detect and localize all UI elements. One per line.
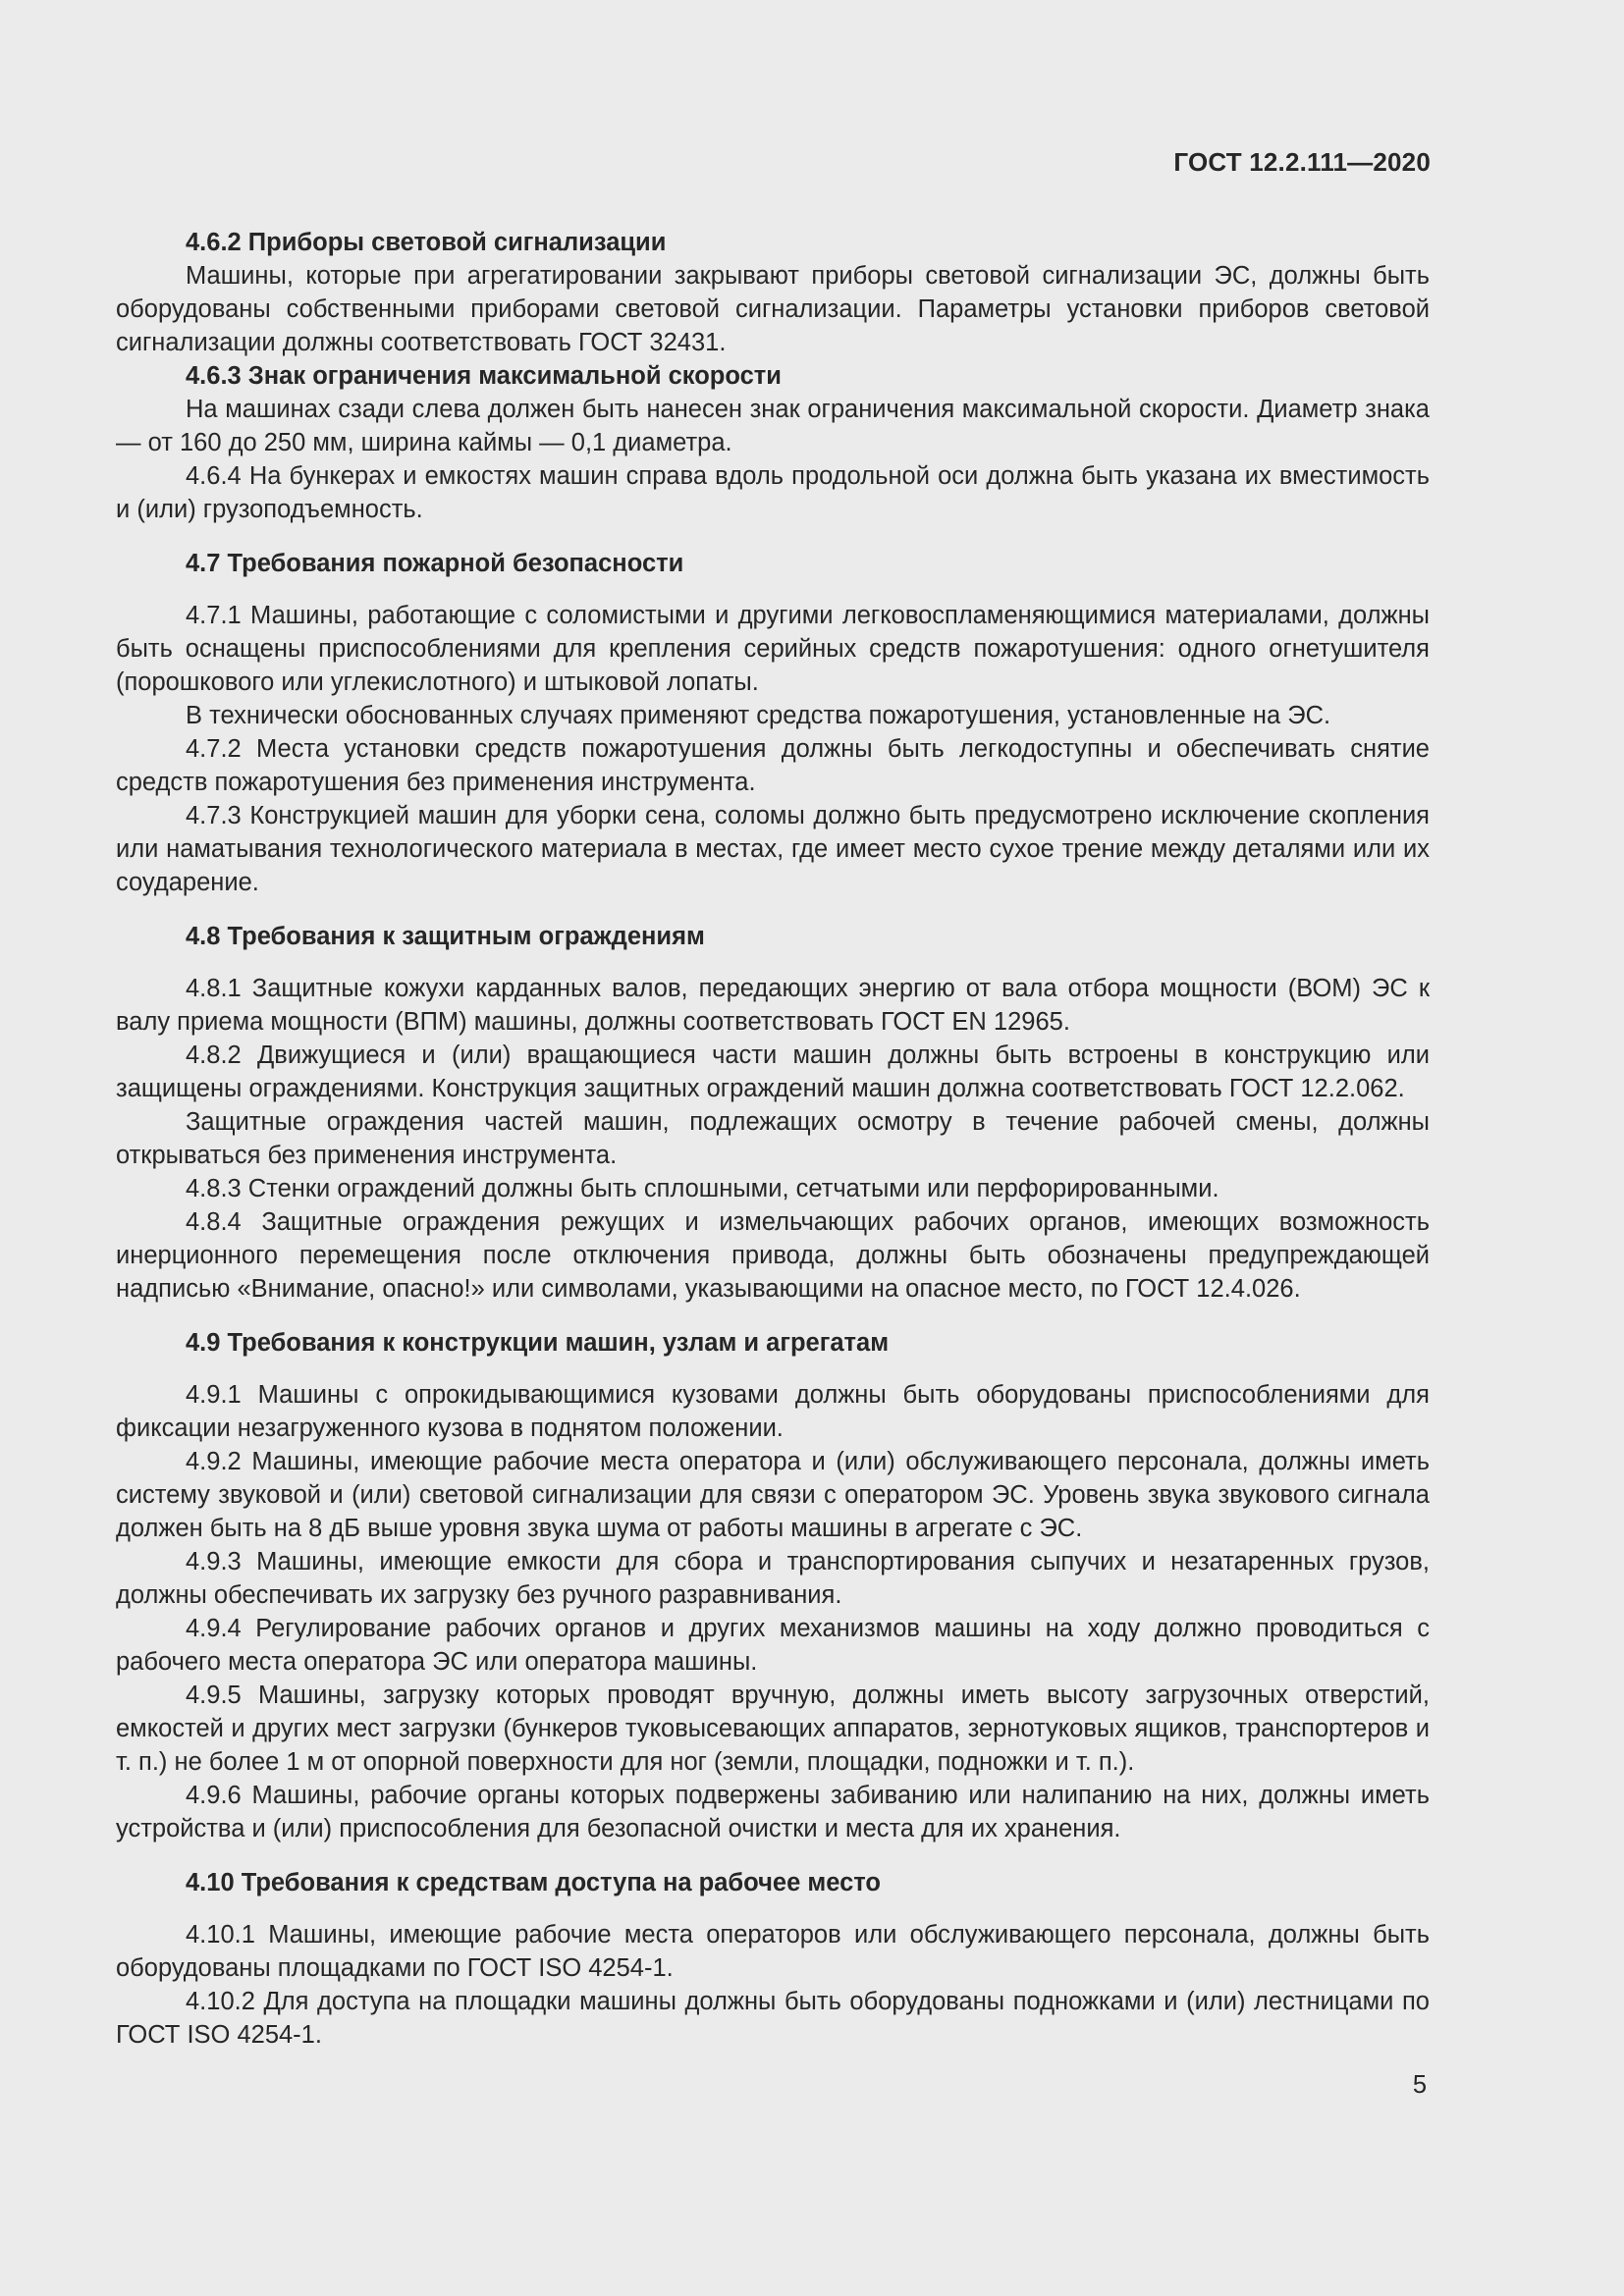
paragraph: 4.9.5 Машины, загрузку которых проводят вручную, должны иметь высоту загрузочных отверстий, емкостей и других мест загрузки (бункеров туковысевающих аппаратов, зернотуковых ящиков, транспортеров и т. п.) не более 1 м от опорной поверхности для ног (земли, площадки, подножки и т. п.). (116, 1682, 1430, 1776)
subsection-heading: 4.6.2 Приборы световой сигнализации (186, 229, 667, 256)
paragraph: 4.9.3 Машины, имеющие емкости для сбора и транспортирования сыпучих и незатаренных грузов, должны обеспечивать их загрузку без ручного разравнивания. (116, 1548, 1430, 1609)
paragraph: На машинах сзади слева должен быть нанесен знак ограничения максимальной скорости. Диаметр знака — от 160 до 250 мм, ширина каймы — 0,1 диаметра. (116, 396, 1430, 456)
paragraph: 4.10.1 Машины, имеющие рабочие места операторов или обслуживающего персонала, должны быть оборудованы площадками по ГОСТ ISO 4254-1. (116, 1921, 1430, 1982)
section-heading: 4.7 Требования пожарной безопасности (186, 550, 684, 577)
paragraph: 4.10.2 Для доступа на площадки машины должны быть оборудованы подножками и (или) лестницами по ГОСТ ISO 4254-1. (116, 1988, 1430, 2049)
paragraph: 4.9.4 Регулирование рабочих органов и других механизмов машины на ходу должно проводиться с рабочего места оператора ЭС или оператора машины. (116, 1615, 1430, 1676)
paragraph: 4.9.1 Машины с опрокидывающимися кузовами должны быть оборудованы приспособлениями для фиксации незагруженного кузова в поднятом положении. (116, 1381, 1430, 1442)
paragraph: 4.6.4 На бункерах и емкостях машин справа вдоль продольной оси должна быть указана их вместимость и (или) грузоподъемность. (116, 462, 1430, 523)
paragraph: Машины, которые при агрегатировании закрывают приборы световой сигнализации ЭС, должны быть оборудованы собственными приборами световой сигнализации. Параметры установки приборов световой сигнализации должны соответствовать ГОСТ 32431. (116, 262, 1430, 356)
paragraph: 4.7.2 Места установки средств пожаротушения должны быть легкодоступны и обеспечивать снятие средств пожаротушения без применения инструмента. (116, 735, 1430, 796)
subsection-heading: 4.6.3 Знак ограничения максимальной скорости (186, 362, 782, 390)
paragraph: 4.8.2 Движущиеся и (или) вращающиеся части машин должны быть встроены в конструкцию или защищены ограждениями. Конструкция защитных ограждений машин должна соответствовать ГОСТ 12.2.062. (116, 1041, 1430, 1102)
paragraph: 4.7.1 Машины, работающие с соломистыми и другими легковоспламеняющимися материалами, должны быть оснащены приспособлениями для крепления серийных средств пожаротушения: одного огнетушителя (порошкового или углекислотного) и штыковой лопаты. (116, 602, 1430, 696)
section-heading: 4.10 Требования к средствам доступа на рабочее место (186, 1869, 881, 1896)
page-number: 5 (1412, 2071, 1427, 2099)
paragraph: 4.8.1 Защитные кожухи карданных валов, передающих энергию от вала отбора мощности (ВОМ) ЭС к валу приема мощности (ВПМ) машины, должны соответствовать ГОСТ EN 12965. (116, 975, 1430, 1036)
paragraph: Защитные ограждения частей машин, подлежащих осмотру в течение рабочей смены, должны открываться без применения инструмента. (116, 1108, 1430, 1169)
section-heading: 4.9 Требования к конструкции машин, узлам и агрегатам (186, 1329, 890, 1357)
paragraph: 4.9.2 Машины, имеющие рабочие места оператора и (или) обслуживающего персонала, должны иметь систему звуковой и (или) световой сигнализации для связи с оператором ЭС. Уровень звука звукового сигнала должен быть на 8 дБ выше уровня звука шума от работы машины в агрегате с ЭС. (116, 1448, 1430, 1542)
paragraph: В технически обоснованных случаях применяют средства пожаротушения, установленные на ЭС. (186, 702, 1331, 729)
document-body (116, 226, 1430, 2052)
document-header: ГОСТ 12.2.111—2020 (1173, 147, 1431, 177)
paragraph: 4.7.3 Конструкцией машин для уборки сена, соломы должно быть предусмотрено исключение скопления или наматывания технологического материала в местах, где имеет место сухое трение между деталями или их соударение. (116, 802, 1430, 896)
paragraph: 4.8.3 Стенки ограждений должны быть сплошными, сетчатыми или перфорированными. (186, 1175, 1219, 1202)
paragraph: 4.8.4 Защитные ограждения режущих и измельчающих рабочих органов, имеющих возможность инерционного перемещения после отключения привода, должны быть обозначены предупреждающей надписью «Внимание, опасно!» или символами, указывающими на опасное место, по ГОСТ 12.4.026. (116, 1208, 1430, 1303)
section-heading: 4.8 Требования к защитным ограждениям (186, 923, 705, 950)
paragraph: 4.9.6 Машины, рабочие органы которых подвержены забиванию или налипанию на них, должны иметь устройства и (или) приспособления для безопасной очистки и места для их хранения. (116, 1782, 1430, 1842)
